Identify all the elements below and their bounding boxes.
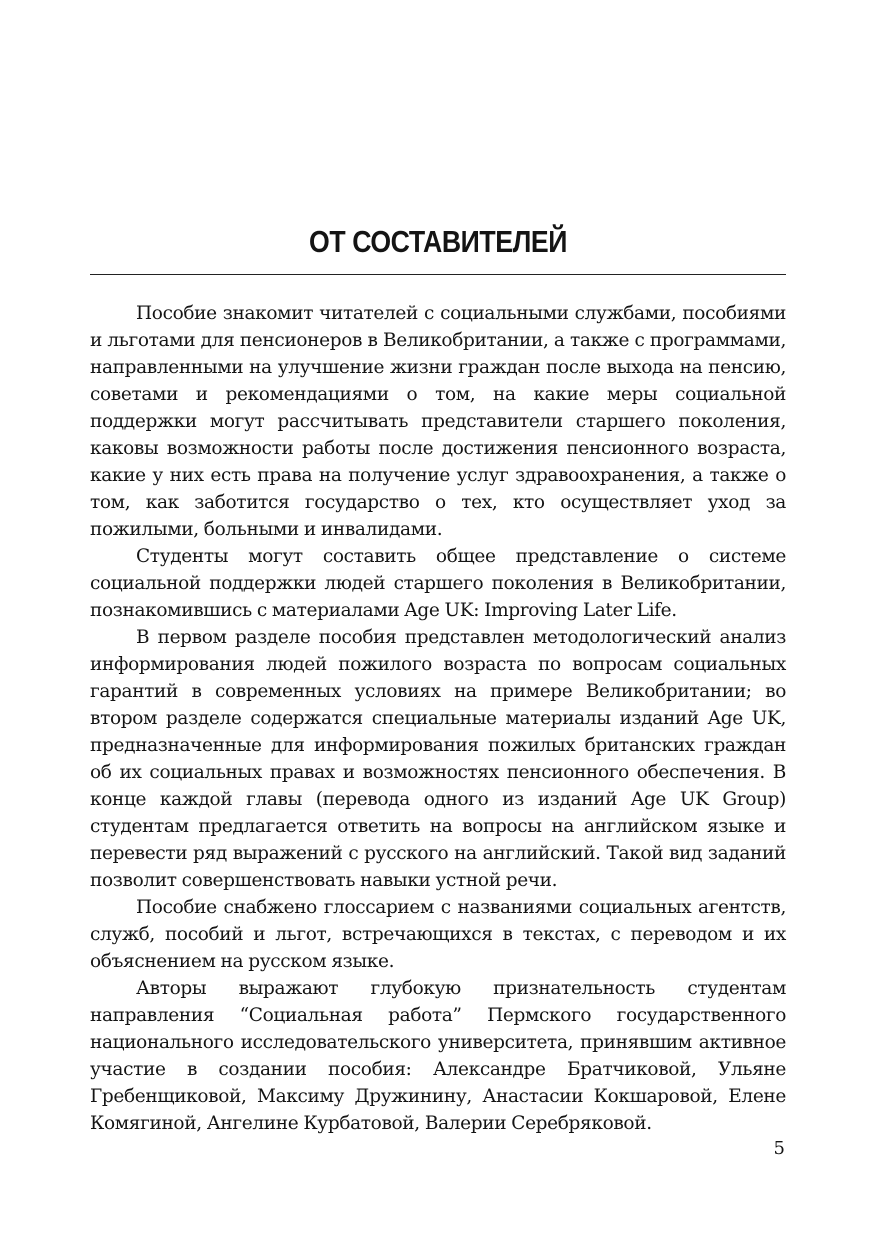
page-number: 5 [773,1138,785,1159]
paragraph-2: Студенты могут составить общее представление о системе социальной поддержки людей старшего поколения в Великобритании, познакомившись с материалами Age UK: Improving Later Life. [90,546,786,621]
page-title: ОТ СОСТАВИТЕЛЕЙ [309,224,567,259]
paragraph-3: В первом разделе пособия представлен методологический анализ информирования людей пожилого возраста по вопросам социальных гарантий в современных условиях на примере Великобритании; во втором разделе содержатся специальные материалы изданий Age UK, предназначенные для информирования пожилых британских граждан об их социальных правах и возможностях пенсионного обеспечения. В конце каждой главы (перевода одного из изданий Age UK Group) студентам предлагается ответить на вопросы на английском языке и перевести ряд выражений с русского на английский. Такой вид заданий позволит совершенствовать навыки устной речи. [90,627,786,891]
paragraph-4: Пособие снабжено глоссарием с названиями социальных агентств, служб, пособий и льгот, встречающихся в текстах, с переводом и их объяснением на русском языке. [90,897,786,972]
paragraph-5: Авторы выражают глубокую признательность студентам направления “Социальная работа” Пермского государственного национального исследовательского университета, принявшим активное участие в создании пособия: Александре Братчиковой, Ульяне Гребенщиковой, Максиму Дружинину, Анастасии Кокшаровой, Елене Комягиной, Ангелине Курбатовой, Валерии Серебряковой. [90,978,786,1134]
paragraph-1: Пособие знакомит читателей с социальными службами, пособиями и льготами для пенсионеров в Великобритании, а также с программами, направленными на улучшение жизни граждан после выхода на пенсию, советами и рекомендациями о том, на какие меры социальной поддержки могут рассчитывать представители старшего поколения, каковы возможности работы после достижения пенсионного возраста, какие у них есть права на получение услуг здравоохранения, а также о том, как заботится государство о тех, кто осуществляет уход за пожилыми, больными и инвалидами. [90,303,786,540]
body-text [90,300,786,1137]
title-divider [90,274,786,275]
